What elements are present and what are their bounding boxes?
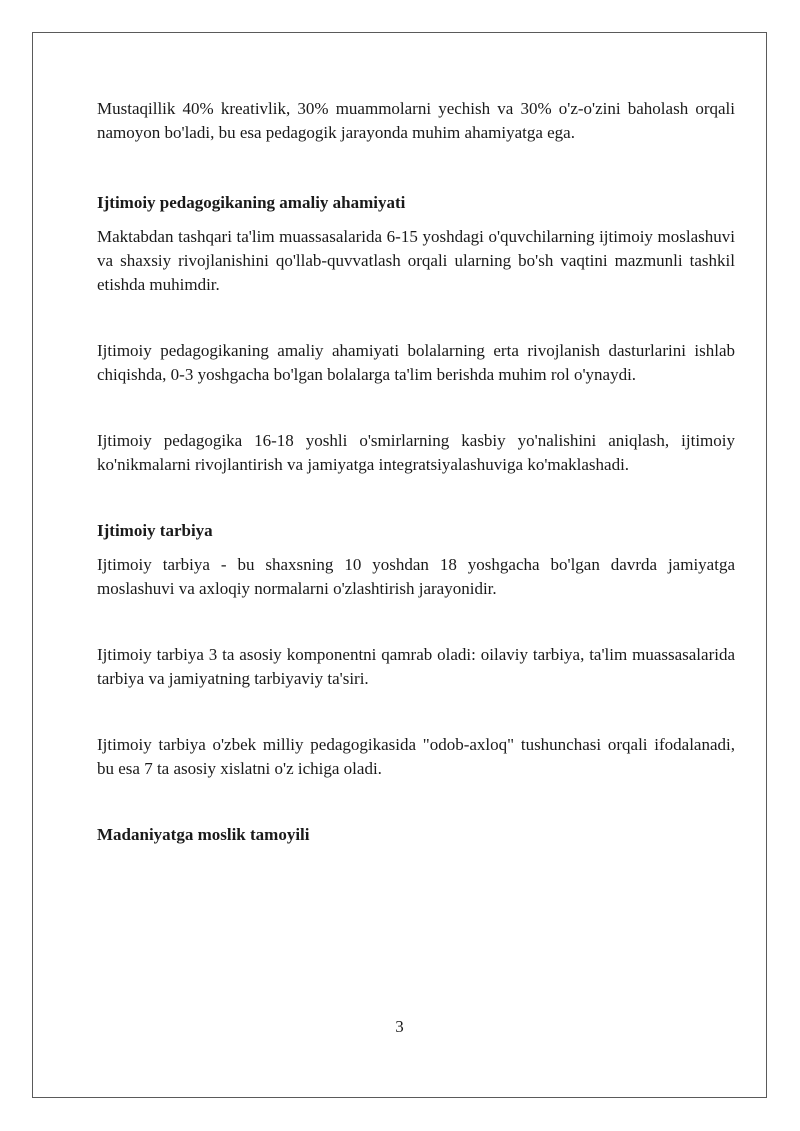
paragraph-tarbiya-ta-rifi: Ijtimoiy tarbiya - bu shaxsning 10 yoshdan 18 yoshgacha bo'lgan davrda jamiyatga moslashuvi va axloqiy normalarni o'zlashtirish jarayonidir. — [97, 555, 735, 598]
page-content — [97, 97, 735, 847]
paragraph-osmirlar: Ijtimoiy pedagogika 16-18 yoshli o'smirlarning kasbiy yo'nalishini aniqlash, ijtimoiy ko'nikmalarni rivojlantirish va jamiyatga integratsiyalashuviga ko'maklashadi. — [97, 431, 735, 474]
heading-madaniyatga-moslik: Madaniyatga moslik tamoyili — [97, 825, 310, 844]
paragraph-tarbiya-komponentlari: Ijtimoiy tarbiya 3 ta asosiy komponentni qamrab oladi: oilaviy tarbiya, ta'lim muassasalarida tarbiya va jamiyatning tarbiyaviy ta'siri. — [97, 645, 735, 688]
paragraph-mustaqillik: Mustaqillik 40% kreativlik, 30% muammolarni yechish va 30% o'z-o'zini baholash orqali namoyon bo'ladi, bu esa pedagogik jarayonda muhim ahamiyatga ega. — [97, 99, 735, 142]
document-page — [32, 32, 767, 1098]
heading-amaliy-ahamiyati: Ijtimoiy pedagogikaning amaliy ahamiyati — [97, 193, 406, 212]
heading-ijtimoiy-tarbiya: Ijtimoiy tarbiya — [97, 521, 213, 540]
paragraph-maktabdan-tashqari: Maktabdan tashqari ta'lim muassasalarida 6-15 yoshdagi o'quvchilarning ijtimoiy moslashuvi va shaxsiy rivojlanishini qo'llab-quvvatlash orqali ularning bo'sh vaqtini mazmunli tashkil etishda muhimdir. — [97, 227, 735, 294]
paragraph-erta-rivojlanish: Ijtimoiy pedagogikaning amaliy ahamiyati bolalarning erta rivojlanish dasturlarini ishlab chiqishda, 0-3 yoshgacha bo'lgan bolalarga ta'lim berishda muhim rol o'ynaydi. — [97, 341, 735, 384]
page-number: 3 — [395, 1017, 404, 1036]
paragraph-odob-axloq: Ijtimoiy tarbiya o'zbek milliy pedagogikasida "odob-axloq" tushunchasi orqali ifodalanadi, bu esa 7 ta asosiy xislatni o'z ichiga oladi. — [97, 735, 735, 778]
